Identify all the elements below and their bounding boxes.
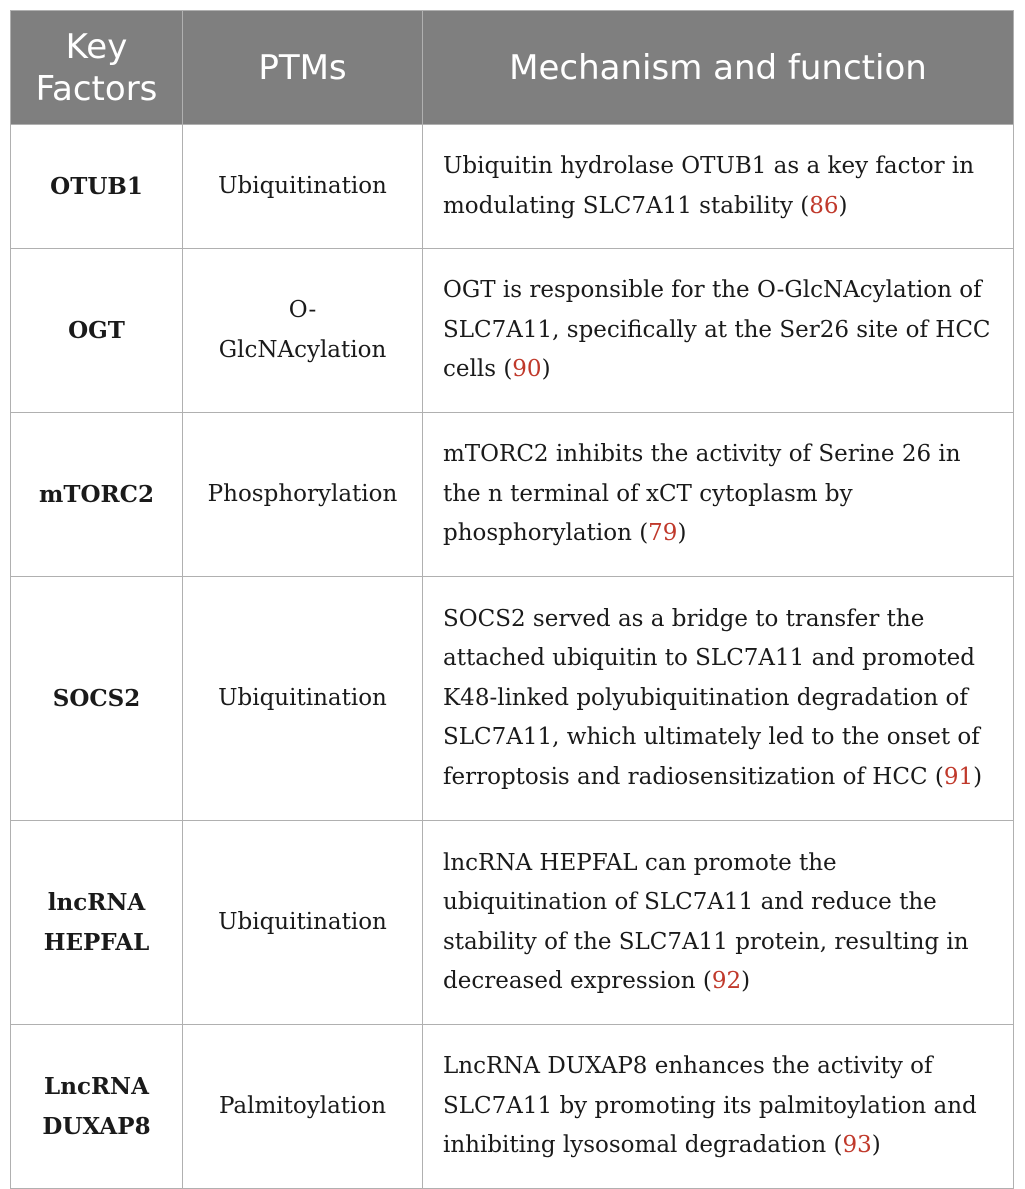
reference-link[interactable]: 86	[809, 192, 839, 219]
ptm-line1: Ubiquitination	[218, 908, 387, 935]
ptm-line2: GlcNAcylation	[218, 336, 387, 363]
table-row	[11, 249, 1014, 413]
key-factor-cell	[11, 577, 183, 821]
mechanism-text: Ubiquitin hydrolase OTUB1 as a key factor in modulating SLC7A11 stability (	[443, 153, 975, 219]
ptm-cell	[183, 125, 423, 249]
ptm-table	[10, 10, 1014, 1189]
ptm-cell	[183, 1025, 423, 1189]
key-factor-line2: HEPFAL	[43, 928, 150, 956]
mechanism-cell	[423, 413, 1014, 577]
key-factor-line1: LncRNA	[44, 1073, 149, 1100]
key-factor-line1: SOCS2	[52, 684, 141, 712]
mechanism-close: )	[741, 968, 751, 994]
table-row	[11, 577, 1014, 821]
mechanism-cell	[423, 577, 1014, 821]
mechanism-close: )	[838, 192, 848, 219]
header-key-factors	[11, 11, 183, 125]
ptm-cell	[183, 821, 423, 1025]
key-factor-cell	[11, 249, 183, 413]
mechanism-text: lncRNA HEPFAL can promote the ubiquitination of SLC7A11 and reduce the stability of the SLC7A11 protein, resulting in decreased expression (	[443, 849, 969, 994]
key-factor-line1: lncRNA	[47, 889, 146, 916]
ptm-line1: O-	[288, 297, 317, 323]
key-factor-line1: OTUB1	[50, 172, 143, 200]
ptm-line1: Phosphorylation	[207, 480, 398, 507]
key-factor-cell	[11, 413, 183, 577]
mechanism-text: mTORC2 inhibits the activity of Serine 26 in the n terminal of xCT cytoplasm by phosphorylation (	[443, 441, 961, 547]
table-row	[11, 413, 1014, 577]
key-factor-cell	[11, 125, 183, 249]
key-factor-line1: mTORC2	[39, 480, 154, 508]
ptm-line1: Ubiquitination	[218, 684, 387, 711]
header-key-factors-line1: Key	[65, 26, 128, 67]
key-factor-line2: DUXAP8	[42, 1112, 151, 1140]
key-factor-cell	[11, 821, 183, 1025]
header-ptms: PTMs	[183, 11, 423, 125]
ptm-cell	[183, 413, 423, 577]
mechanism-text: LncRNA DUXAP8 enhances the activity of SLC7A11 by promoting its palmitoylation and inhibiting lysosomal degradation (	[443, 1053, 977, 1159]
mechanism-text: SOCS2 served as a bridge to transfer the attached ubiquitin to SLC7A11 and promoted K48-linked polyubiquitination degradation of SLC7A11, which ultimately led to the onset of ferroptosis and radiosensitization of HCC (	[443, 605, 980, 790]
reference-link[interactable]: 91	[943, 763, 974, 790]
ptm-cell	[183, 577, 423, 821]
mechanism-cell	[423, 249, 1014, 413]
reference-link[interactable]: 93	[842, 1132, 872, 1159]
table-row	[11, 1025, 1014, 1189]
key-factor-cell	[11, 1025, 183, 1189]
header-key-factors-line2: Factors	[35, 68, 158, 109]
mechanism-cell	[423, 1025, 1014, 1189]
mechanism-cell	[423, 821, 1014, 1025]
table-row	[11, 125, 1014, 249]
ptm-line1: Ubiquitination	[218, 172, 387, 199]
table-row	[11, 821, 1014, 1025]
ptm-line1: Palmitoylation	[218, 1092, 387, 1119]
mechanism-cell	[423, 125, 1014, 249]
key-factor-line1: OGT	[68, 316, 125, 344]
mechanism-close: )	[541, 356, 551, 383]
reference-link[interactable]: 92	[711, 968, 742, 994]
mechanism-close: )	[677, 520, 687, 547]
ptm-cell	[183, 249, 423, 413]
table-header-row	[11, 11, 1014, 125]
mechanism-close: )	[871, 1132, 881, 1159]
reference-link[interactable]: 90	[512, 356, 542, 383]
mechanism-close: )	[973, 763, 983, 790]
mechanism-text: OGT is responsible for the O-GlcNAcylation of SLC7A11, specifically at the Ser26 site of HCC cells (	[443, 277, 991, 383]
header-mechanism: Mechanism and function	[423, 11, 1014, 125]
reference-link[interactable]: 79	[648, 520, 678, 547]
